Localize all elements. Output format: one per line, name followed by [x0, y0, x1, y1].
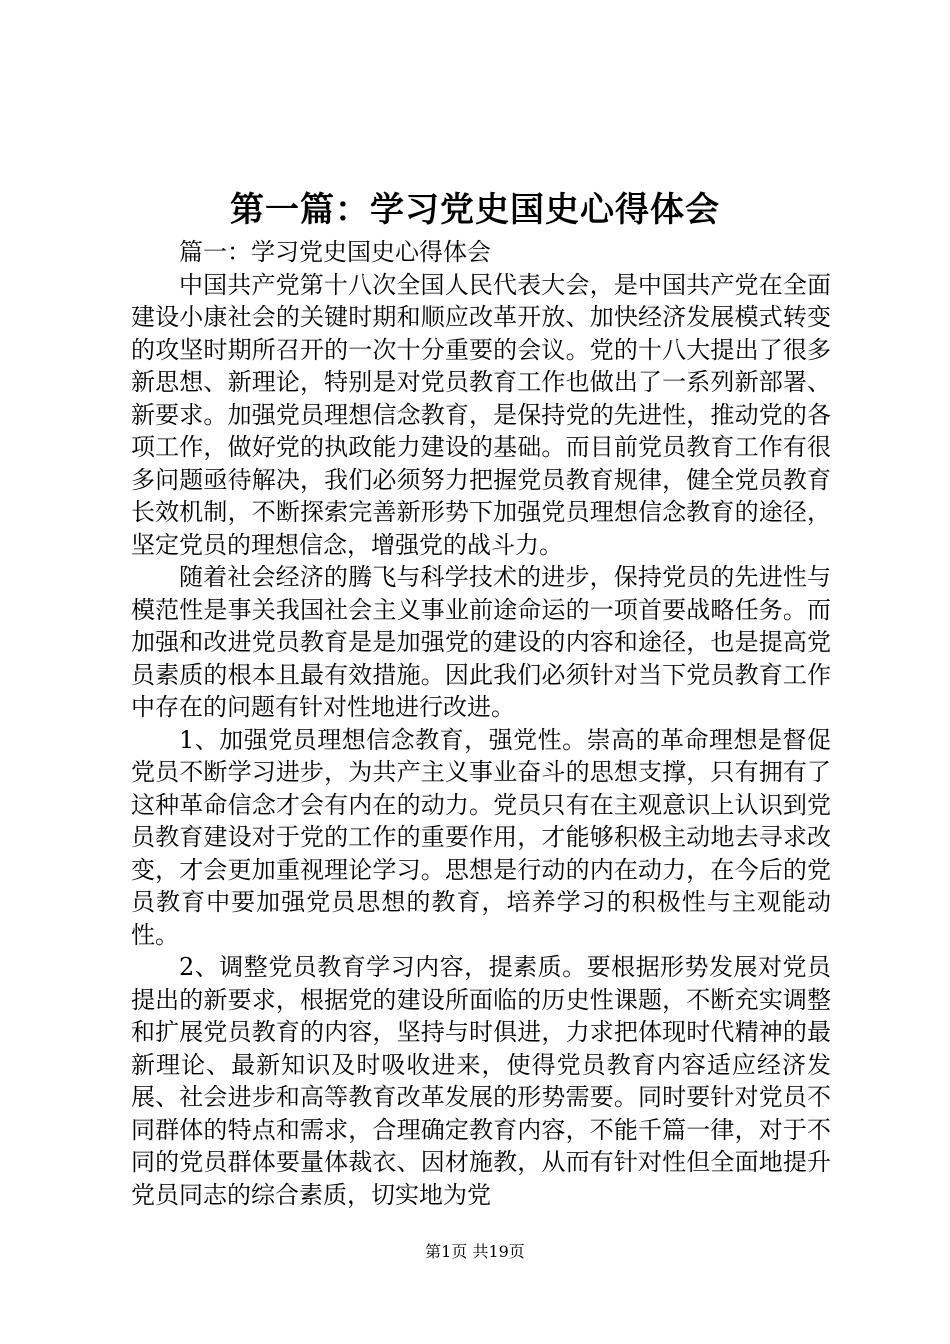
section-heading: 篇一：学习党史国史心得体会 [179, 238, 491, 266]
paragraph: 2、调整党员教育学习内容，提素质。要根据形势发展对党员提出的新要求，根据党的建设所面临的历史性课题，不断充实调整和扩展党员教育的内容，坚持与时俱进，力求把体现时代精神的最新理论、最新知识及时吸收进来，使得党员教育内容适应经济发展、社会进步和高等教育改革发展的形势需要。同时要针对党员不同群体的特点和需求，合理确定教育内容，不能千篇一律，对于不同的党员群体要量体裁衣、因材施教，从而有针对性但全面地提升党员同志的综合素质，切实地为党 [131, 953, 831, 1209]
document-body [131, 236, 831, 1211]
page-number-footer: 第1页 共19页 [425, 1242, 525, 1261]
paragraph: 随着社会经济的腾飞与科学技术的进步，保持党员的先进性与模范性是事关我国社会主义事业前途命运的一项首要战略任务。而加强和改进党员教育是是加强党的建设的内容和途径，也是提高党员素质的根本且最有效措施。因此我们必须针对当下党员教育工作中存在的问题有针对性地进行改进。 [131, 563, 831, 721]
paragraph: 中国共产党第十八次全国人民代表大会，是中国共产党在全面建设小康社会的关键时期和顺应改革开放、加快经济发展模式转变的攻坚时期所召开的一次十分重要的会议。党的十八大提出了很多新思想、新理论，特别是对党员教育工作也做出了一系列新部署、新要求。加强党员理想信念教育，是保持党的先进性，推动党的各项工作，做好党的执政能力建设的基础。而目前党员教育工作有很多问题亟待解决，我们必须努力把握党员教育规律，健全党员教育长效机制，不断探索完善新形势下加强党员理想信念教育的途径，坚定党员的理想信念，增强党的战斗力。 [131, 270, 831, 559]
document-title: 第一篇：学习党史国史心得体会 [230, 190, 720, 230]
paragraph: 1、加强党员理想信念教育，强党性。崇高的革命理想是督促党员不断学习进步，为共产主义事业奋斗的思想支撑，只有拥有了这种革命信念才会有内在的动力。党员只有在主观意识上认识到党员教育建设对于党的工作的重要作用，才能够积极主动地去寻求改变，才会更加重视理论学习。思想是行动的内在动力，在今后的党员教育中要加强党员思想的教育，培养学习的积极性与主观能动性。 [131, 725, 831, 949]
